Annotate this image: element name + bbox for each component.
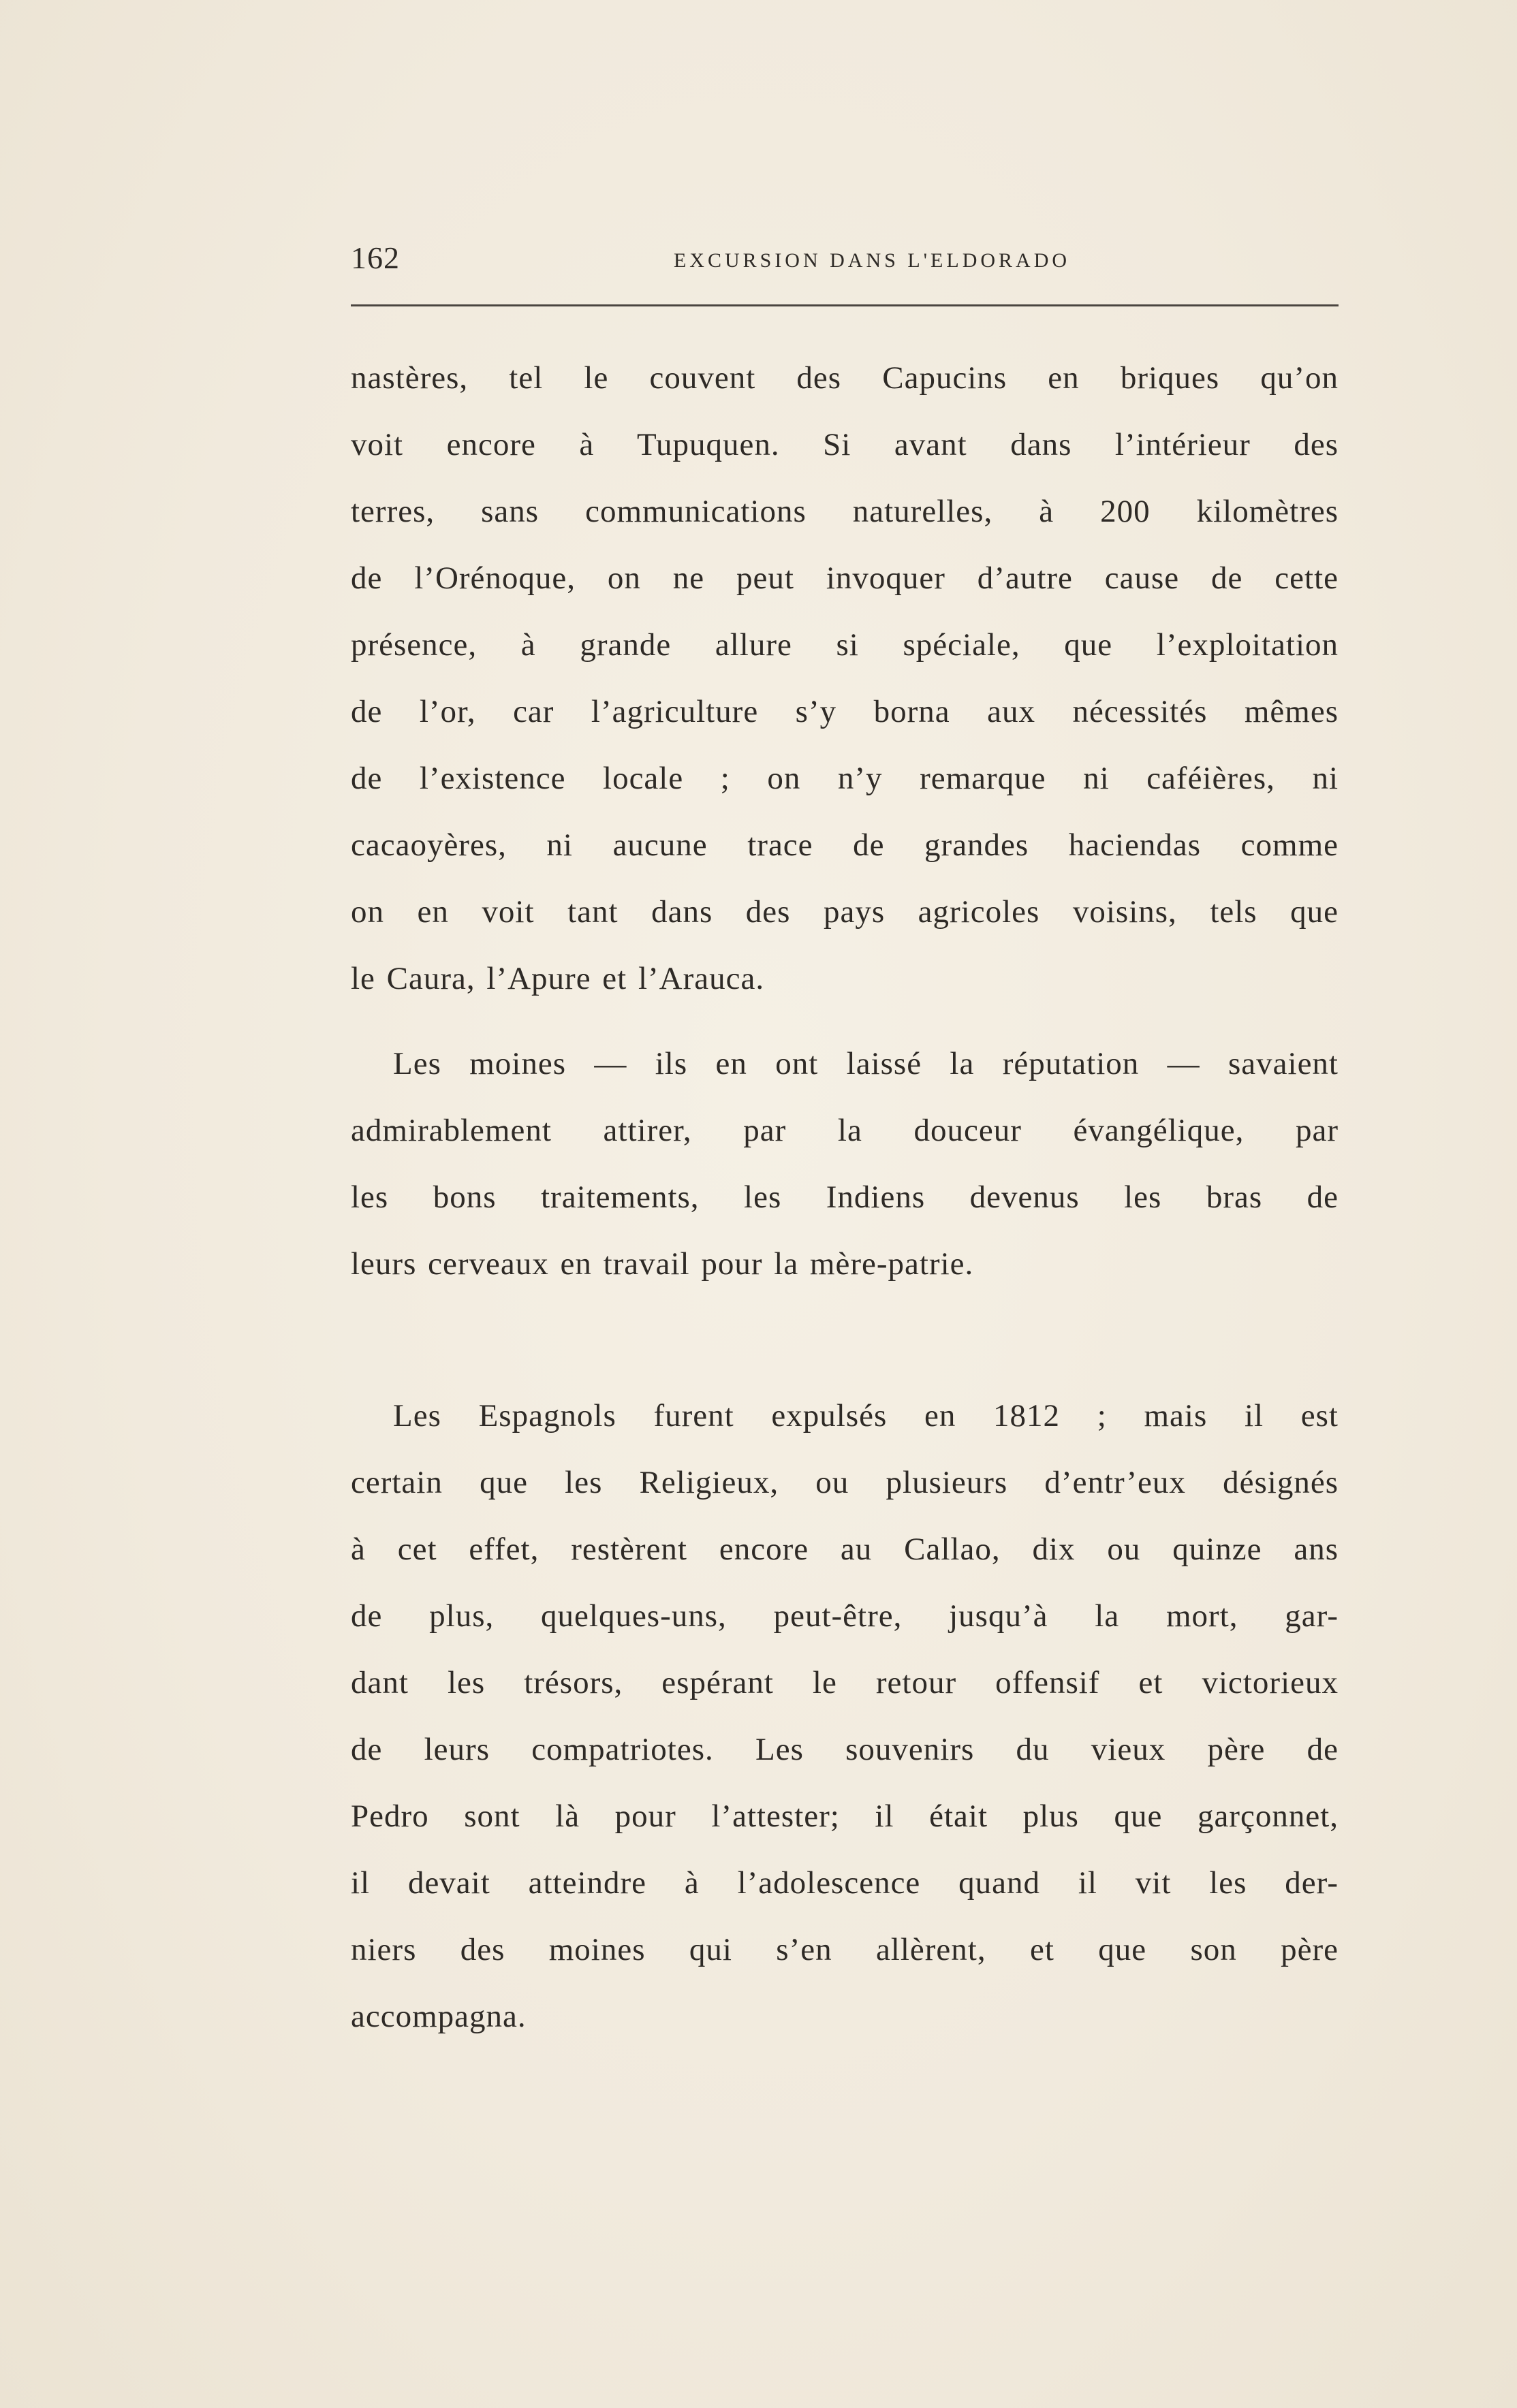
page-number: 162: [351, 240, 400, 275]
text-line: on en voit tant dans des pays agricoles voisins, tels que: [351, 894, 1339, 930]
text-line: le Caura, l’Apure et l’Arauca.: [351, 961, 765, 996]
text-line: cacaoyères, ni aucune trace de grandes haciendas comme: [351, 827, 1339, 863]
text-line: leurs cerveaux en travail pour la mère-patrie.: [351, 1246, 974, 1282]
text-line: Les moines — ils en ont laissé la réputation — savaient: [393, 1046, 1339, 1081]
text-line: niers des moines qui s’en allèrent, et que son père: [351, 1932, 1339, 1967]
text-line: à cet effet, restèrent encore au Callao, dix ou quinze ans: [351, 1532, 1339, 1567]
running-title: EXCURSION DANS L'ELDORADO: [673, 249, 1071, 272]
text-line: présence, à grande allure si spéciale, que l’exploitation: [351, 627, 1339, 663]
text-line: certain que les Religieux, ou plusieurs d’entr’eux désignés: [351, 1465, 1339, 1500]
text-line: nastères, tel le couvent des Capucins en briques qu’on: [351, 360, 1339, 396]
text-line: de l’Orénoque, on ne peut invoquer d’autre cause de cette: [351, 560, 1339, 596]
page-header: [351, 240, 1339, 281]
text-line: terres, sans communications naturelles, à 200 kilomètres: [351, 494, 1339, 529]
paragraph-2: [351, 1030, 1339, 1297]
text-line: de plus, quelques-uns, peut-être, jusqu’à la mort, gar-: [351, 1598, 1339, 1634]
text-line: admirablement attirer, par la douceur évangélique, par: [351, 1113, 1339, 1148]
text-line: les bons traitements, les Indiens devenus les bras de: [351, 1179, 1339, 1215]
text-line: de leurs compatriotes. Les souvenirs du vieux père de: [351, 1732, 1339, 1767]
text-line: dant les trésors, espérant le retour offensif et victorieux: [351, 1665, 1339, 1700]
text-line: accompagna.: [351, 1999, 527, 2034]
text-line: de l’existence locale ; on n’y remarque ni caféières, ni: [351, 761, 1339, 796]
text-line: voit encore à Tupuquen. Si avant dans l’intérieur des: [351, 427, 1339, 462]
text-line: Pedro sont là pour l’attester; il était plus que garçonnet,: [351, 1799, 1339, 1834]
text-line: il devait atteindre à l’adolescence quand il vit les der-: [351, 1865, 1339, 1901]
text-line: de l’or, car l’agriculture s’y borna aux nécessités mêmes: [351, 694, 1339, 729]
paragraph-3: [351, 1382, 1339, 2050]
text-line: Les Espagnols furent expulsés en 1812 ; mais il est: [393, 1398, 1339, 1433]
header-rule: [351, 304, 1339, 306]
paragraph-1: [351, 345, 1339, 1012]
